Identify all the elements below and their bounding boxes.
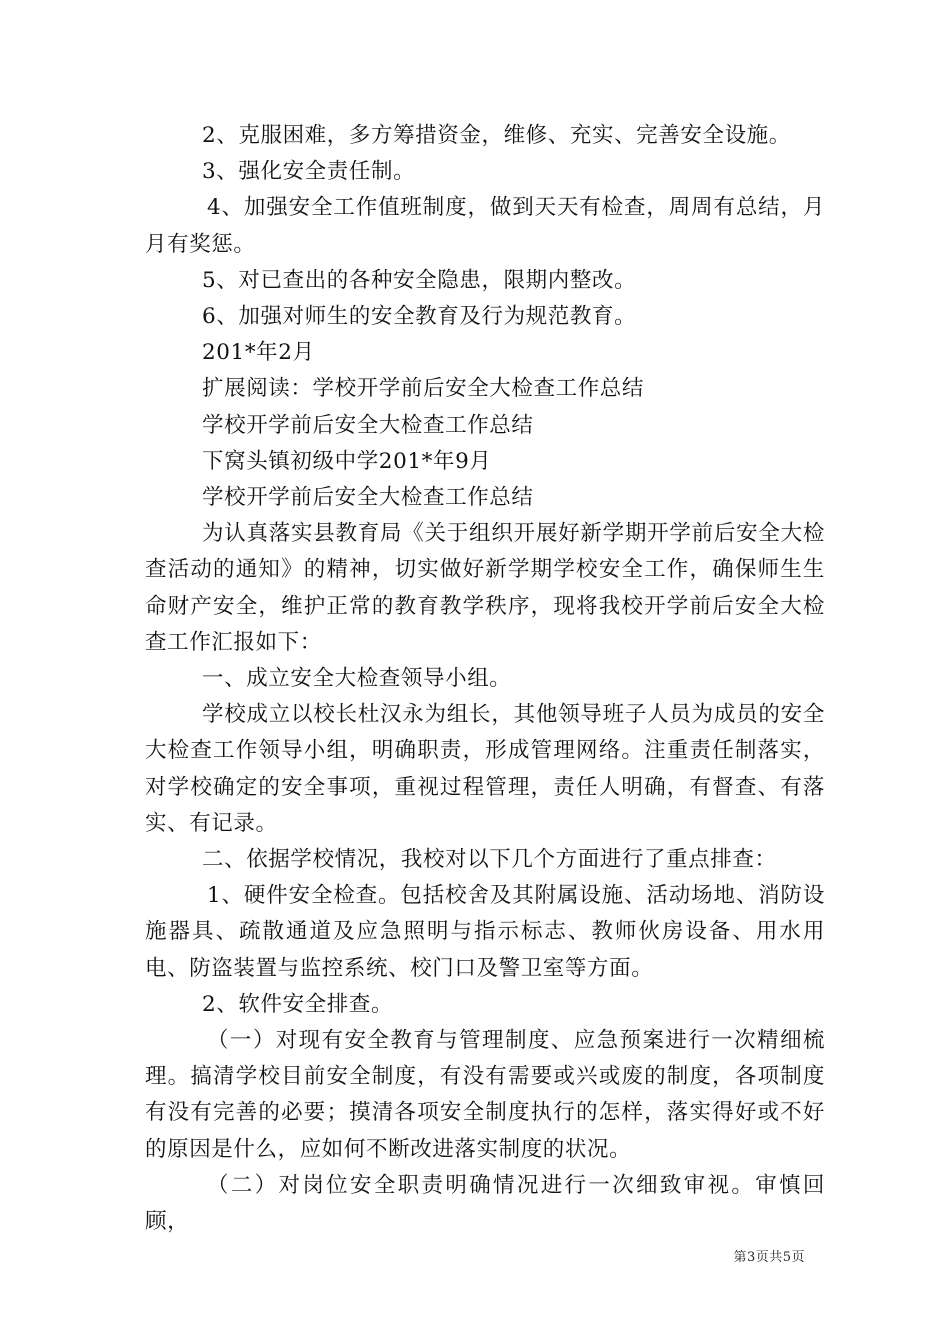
- date-line: 201*年2月: [202, 340, 315, 366]
- extended-reading-heading: 扩展阅读：学校开学前后安全大检查工作总结: [202, 376, 645, 402]
- paragraph: （二）对岗位安全职责明确情况进行一次细致审视。审慎回顾，: [145, 1172, 825, 1235]
- document-body: [145, 118, 825, 1240]
- paragraph: 3、强化安全责任制。: [202, 159, 416, 185]
- paragraph: 学校成立以校长杜汉永为组长，其他领导班子人员为成员的安全大检查工作领导小组，明确职责，形成管理网络。注重责任制落实，对学校确定的安全事项，重视过程管理，责任人明确，有督查、有落实、有记录。: [145, 702, 825, 836]
- paragraph: 2、克服困难，多方筹措资金，维修、充实、完善安全设施。: [202, 123, 791, 148]
- section-title: 学校开学前后安全大检查工作总结: [202, 412, 534, 438]
- paragraph: 2、软件安全排查。: [202, 991, 394, 1017]
- paragraph: 5、对已查出的各种安全隐患，限期内整改。: [202, 267, 637, 293]
- paragraph: 为认真落实县教育局《关于组织开展好新学期开学前后安全大检查活动的通知》的精神，切实做好新学期学校安全工作，确保师生生命财产安全，维护正常的教育教学秩序，现将我校开学前后安全大检查工作汇报如下：: [145, 521, 825, 655]
- subheading: 一、成立安全大检查领导小组。: [202, 666, 512, 692]
- subheading: 二、依据学校情况，我校对以下几个方面进行了重点排查：: [202, 847, 777, 873]
- author-date-line: 下窝头镇初级中学201*年9月: [202, 448, 492, 474]
- paragraph: 4、加强安全工作值班制度，做到天天有检查，周周有总结，月月有奖惩。: [145, 195, 825, 257]
- paragraph: （一）对现有安全教育与管理制度、应急预案进行一次精细梳理。搞清学校目前安全制度，有没有需要或兴或废的制度，各项制度有没有完善的必要；摸清各项安全制度执行的怎样，落实得好或不好的原因是什么，应如何不断改进落实制度的状况。: [145, 1028, 825, 1162]
- paragraph: 6、加强对师生的安全教育及行为规范教育。: [202, 304, 637, 330]
- paragraph: 1、硬件安全检查。包括校舍及其附属设施、活动场地、消防设施器具、疏散通道及应急照明与指示标志、教师伙房设备、用水用电、防盗装置与监控系统、校门口及警卫室等方面。: [145, 883, 825, 981]
- page-number: 第3页共5页: [733, 1250, 805, 1265]
- section-title: 学校开学前后安全大检查工作总结: [202, 485, 534, 511]
